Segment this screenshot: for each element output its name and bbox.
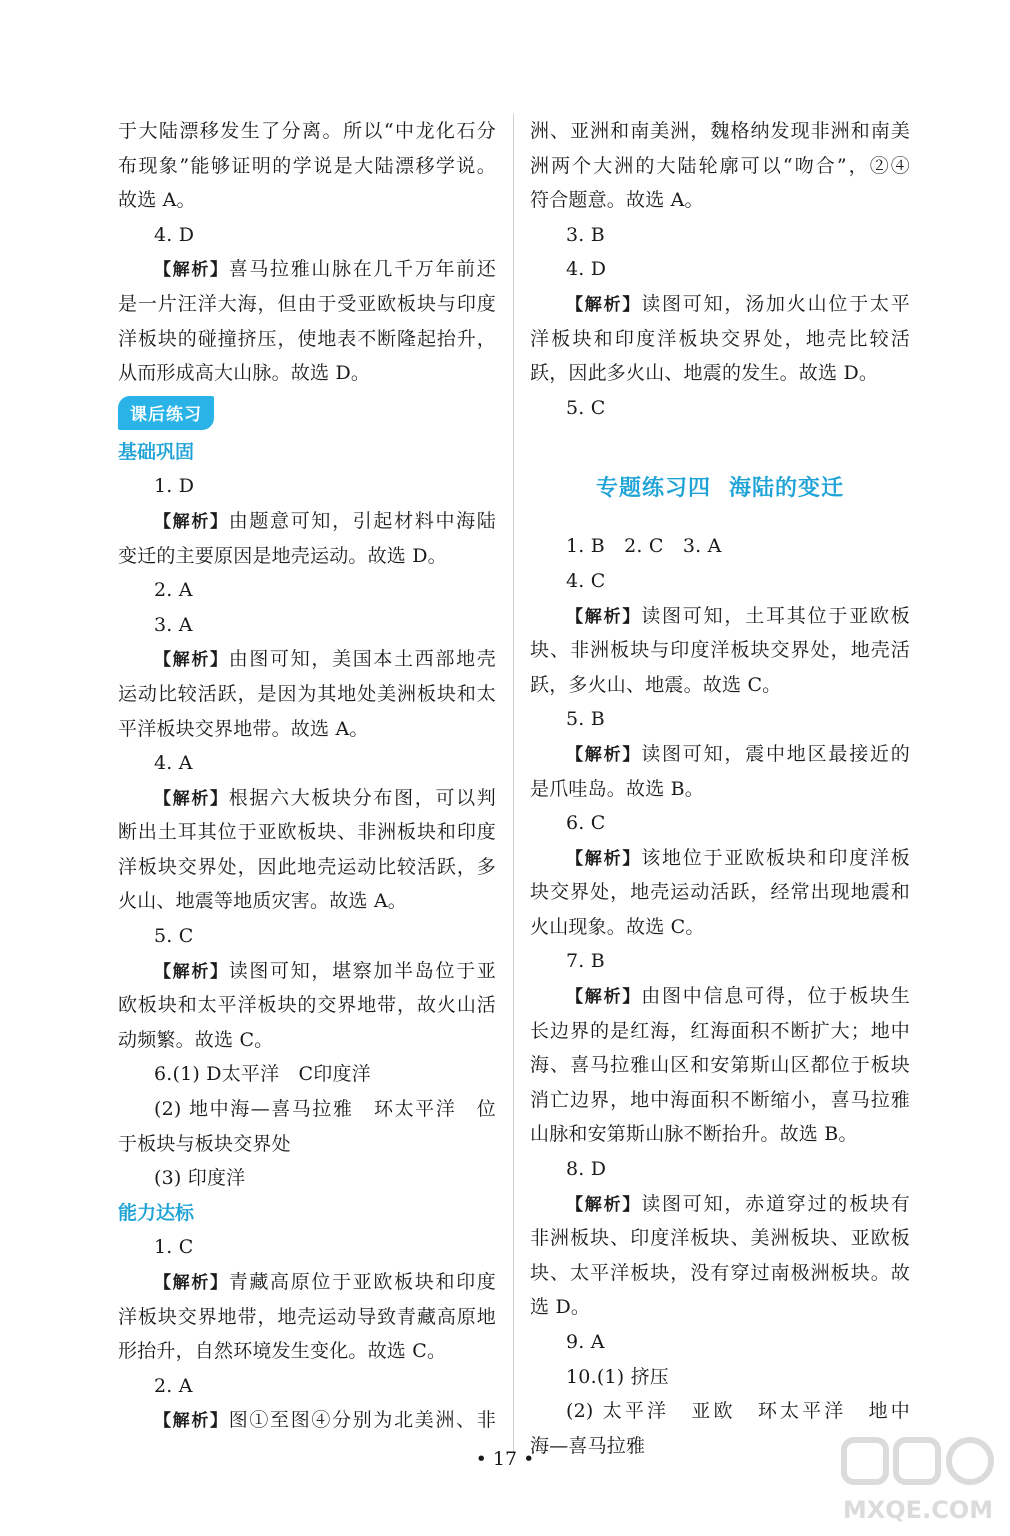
text-line: 洋板块交界地带，地壳运动导致青藏高原地 <box>118 1305 496 1328</box>
text-line: 海—喜马拉雅 <box>530 1434 646 1457</box>
analysis-tag: 【解析】 <box>566 987 642 1008</box>
analysis-tag: 【解析】 <box>566 1194 642 1215</box>
after-class-pill: 课后练习 <box>118 396 214 430</box>
text-line: 变迁的主要原因是地壳运动。故选 D。 <box>118 544 447 567</box>
answer-item: 9. A <box>566 1331 605 1353</box>
text-line: 海、喜马拉雅山区和安第斯山区都位于板块 <box>530 1054 910 1077</box>
text-line: 非洲板块、印度洋板块、美洲板块、亚欧板 <box>530 1227 910 1250</box>
right-column <box>530 114 910 1463</box>
explanation-line: 【解析】青藏高原位于亚欧板块和印度 <box>154 1271 496 1293</box>
watermark-logo-icon <box>838 1434 998 1526</box>
watermark-text: MXQE.COM <box>842 1496 994 1524</box>
text-line: 火山现象。故选 C。 <box>530 915 705 938</box>
answer-item: 4. D <box>154 223 195 246</box>
analysis-tag: 【解析】 <box>154 260 229 281</box>
explanation-line: 【解析】读图可知，震中地区最接近的 <box>566 742 910 765</box>
explanation-line: 【解析】读图可知，堪察加半岛位于亚 <box>154 959 496 982</box>
answer-item: (2) 地中海—喜马拉雅 环太平洋 位 <box>154 1098 496 1121</box>
text-line: 洲、亚洲和南美洲，魏格纳发现非洲和南美 <box>530 120 910 142</box>
text-line: 是爪哇岛。故选 B。 <box>530 777 705 800</box>
explanation-line: 【解析】由图中信息可得，位于板块生 <box>566 985 910 1008</box>
answer-item: 2. A <box>154 579 193 602</box>
analysis-tag: 【解析】 <box>154 1273 229 1293</box>
answer-item: 3. B <box>566 223 605 246</box>
answer-item: 5. C <box>154 925 194 948</box>
answer-item: 5. C <box>566 396 606 419</box>
analysis-tag: 【解析】 <box>566 744 642 765</box>
text-line: 动频繁。故选 C。 <box>118 1028 274 1051</box>
text-line: 运动比较活跃，是因为其地处美洲板块和太 <box>118 682 496 705</box>
explanation-line: 【解析】读图可知，土耳其位于亚欧板 <box>566 604 910 627</box>
text-line: 洋板块的碰撞挤压，使地表不断隆起抬升， <box>118 327 496 350</box>
text-line: 从而形成高大山脉。故选 D。 <box>118 362 371 385</box>
answer-item: 3. A <box>154 613 193 636</box>
answer-item: 6.(1) D太平洋 C印度洋 <box>154 1063 371 1086</box>
answer-item: (3) 印度洋 <box>154 1167 246 1190</box>
explanation-line: 【解析】由题意可知，引起材料中海陆 <box>154 509 496 532</box>
left-column <box>118 114 496 1438</box>
answer-item: 4. D <box>566 258 607 281</box>
text-line: 平洋板块交界地带。故选 A。 <box>118 717 369 740</box>
answer-item: 4. A <box>154 752 193 775</box>
explanation-line: 【解析】图①至图④分别为北美洲、非 <box>154 1409 496 1432</box>
analysis-tag: 【解析】 <box>154 650 229 671</box>
analysis-tag: 【解析】 <box>154 961 229 982</box>
text-line: 是一片汪洋大海，但由于受亚欧板块与印度 <box>118 292 496 315</box>
text-line: 布现象”能够证明的学说是大陆漂移学说。 <box>118 154 496 177</box>
explanation-line: 【解析】该地位于亚欧板块和印度洋板 <box>566 846 910 869</box>
text-line: 火山、地震等地质灾害。故选 A。 <box>118 890 407 913</box>
text-line: 形抬升，自然环境发生变化。故选 C。 <box>118 1340 447 1363</box>
explanation-line: 【解析】由图可知，美国本土西部地壳 <box>154 648 496 671</box>
chapter-title: 专题练习四 海陆的变迁 <box>595 476 845 502</box>
answer-item: (2) 太平洋 亚欧 环太平洋 地中 <box>566 1400 910 1423</box>
text-line: 块交界处，地壳运动活跃，经常出现地震和 <box>530 881 910 904</box>
text-line: 块、非洲板块与印度洋板块交界处，地壳活 <box>530 639 910 662</box>
text-line: 于大陆漂移发生了分离。所以“中龙化石分 <box>118 120 496 142</box>
text-line: 于板块与板块交界处 <box>118 1132 291 1155</box>
analysis-tag: 【解析】 <box>154 1411 229 1432</box>
answer-item: 5. B <box>566 708 605 731</box>
answer-item: 7. B <box>566 950 605 973</box>
analysis-tag: 【解析】 <box>566 848 642 869</box>
basic-section-heading: 基础巩固 <box>118 440 195 463</box>
ability-section-heading: 能力达标 <box>118 1201 195 1224</box>
analysis-tag: 【解析】 <box>154 511 229 532</box>
explanation-line: 【解析】喜马拉雅山脉在几千万年前还 <box>154 258 496 281</box>
analysis-tag: 【解析】 <box>566 606 642 627</box>
column-divider <box>513 114 514 1454</box>
answer-item: 6. C <box>566 812 606 835</box>
page-number: • 17 • <box>475 1448 535 1470</box>
answer-item: 8. D <box>566 1158 607 1181</box>
answer-item: 1. D <box>154 475 195 498</box>
answer-item: 1. B 2. C 3. A <box>566 535 722 558</box>
text-line: 跃，多火山、地震。故选 C。 <box>530 673 782 696</box>
text-line: 块、太平洋板块，没有穿过南极洲板块。故 <box>530 1261 910 1284</box>
analysis-tag: 【解析】 <box>154 788 229 809</box>
text-line: 消亡边界，地中海面积不断缩小，喜马拉雅 <box>530 1088 910 1111</box>
text-line: 欧板块和太平洋板块的交界地带，故火山活 <box>118 994 496 1017</box>
text-line: 故选 A。 <box>118 189 196 212</box>
text-line: 选 D。 <box>530 1296 591 1319</box>
text-line: 跃，因此多火山、地震的发生。故选 D。 <box>530 362 879 385</box>
text-line: 洲两个大洲的大陆轮廓可以“吻合”，②④ <box>530 154 910 177</box>
text-line: 符合题意。故选 A。 <box>530 189 704 212</box>
text-line: 长边界的是红海，红海面积不断扩大；地中 <box>530 1019 910 1042</box>
section-banner <box>118 391 496 435</box>
text-line: 洋板块和印度洋板块交界处，地壳比较活 <box>530 327 910 350</box>
explanation-line: 【解析】根据六大板块分布图，可以判 <box>154 786 496 809</box>
explanation-line: 【解析】读图可知，赤道穿过的板块有 <box>566 1192 910 1215</box>
analysis-tag: 【解析】 <box>566 294 642 315</box>
answer-item: 10.(1) 挤压 <box>566 1365 669 1388</box>
answer-item: 1. C <box>154 1236 194 1259</box>
text-line: 洋板块交界处，因此地壳运动比较活跃，多 <box>118 855 496 878</box>
answer-item: 2. A <box>154 1374 193 1397</box>
text-line: 断出土耳其位于亚欧板块、非洲板块和印度 <box>118 821 496 844</box>
answer-item: 4. C <box>566 569 606 592</box>
explanation-line: 【解析】读图可知，汤加火山位于太平 <box>566 292 910 315</box>
text-line: 山脉和安第斯山脉不断抬升。故选 B。 <box>530 1123 858 1146</box>
